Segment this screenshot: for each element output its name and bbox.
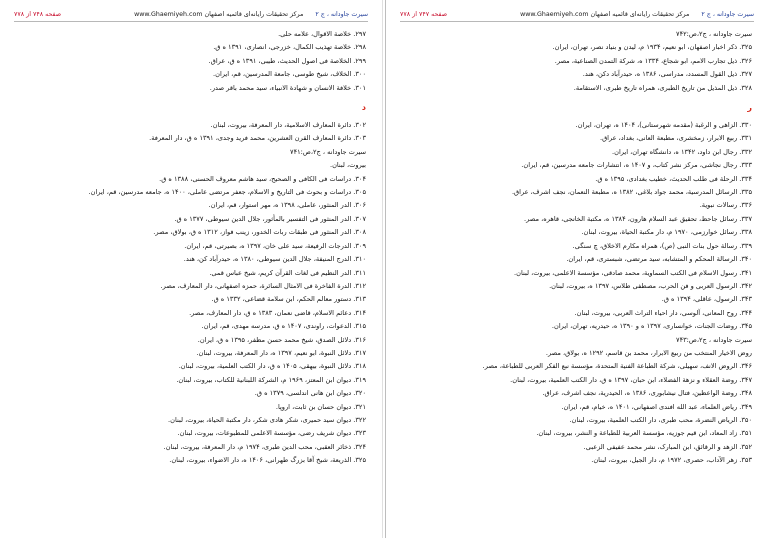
bibliography-entry: ۳۳۹. رسالة حول بنات النبی (ص)، همراه مکارم الاخلاق، چ سنگی.: [572, 241, 752, 250]
header-site: www.Ghaemiyeh.com: [520, 11, 589, 18]
left-page-header: [14, 9, 368, 22]
bibliography-entry: ۳۳۷. رسائل جاحظ، تحقیق عبد السلام هارون، ۱۳۸۴ ه، مکتبة الخانجی، قاهره، مصر.: [524, 214, 752, 223]
bibliography-entry: ۳۰۲. دائرة المعارف الاسلامیة، دار المعرفة، بیروت، لبنان.: [210, 121, 366, 130]
bibliography-entry: ۳۱۰. الدرج المنیفة، جلال الدین سیوطی، ۱۳۸۰ ه، حیدرآباد کن، هند.: [183, 255, 366, 264]
right-page: [385, 0, 768, 538]
bibliography-entry: ۳۲۸. ذیل المذیل من تاریخ الطبری، همراه تاریخ طبری، الاستقامة.: [573, 83, 752, 92]
bibliography-entry: سیرت جاودانه ، ج‏۲،ص:۷۴۱: [290, 147, 366, 156]
bibliography-entry: ۳۲۵. الذریعة، شیخ آقا بزرگ طهرانی، ۱۴۰۶ ه، دار الاضواء، بیروت، لبنان.: [169, 456, 366, 465]
bibliography-entry: ۳۳۳. رجال نجاشی، مرکز نشر کتاب، و ۱۴۰۷ ه، انتشارات جامعه مدرسین، قم، ایران.: [521, 161, 752, 170]
bibliography-entry: بیروت، لبنان.: [329, 161, 366, 170]
bibliography-entry: ۳۰۶. الدر المنثور، عاملی، ۱۳۹۸ ه، مهر استوار، قم، ایران.: [208, 201, 366, 210]
bibliography-entry: ۳۲۰. دیوان ابن هانی اندلسی، ۱۳۷۹ ه ق.: [254, 389, 366, 398]
bibliography-entry: سیرت جاودانه ، ج‏۲،ص:۷۴۳: [676, 335, 752, 344]
right-page-header: [400, 9, 754, 22]
bibliography-entry: ۳۴۱. رسول الاسلام فی الکتب السماویة، محمد صادقی، مؤسسة الاعلمی، بیروت، لبنان.: [514, 268, 752, 277]
bibliography-entry: ۳۲۵. ذکر اخبار اصفهان، ابو نعیم، ۱۹۳۴ م، لیدن و بنیاد نصر، تهران، ایران.: [552, 43, 752, 52]
bibliography-entry: ۳۰۹. الدرجات الرفیعة، سید علی خان، ۱۳۹۷ ه، بصیرتی، قم، ایران.: [184, 241, 366, 250]
bibliography-entry: ۳۵۱. زاد المعاد، ابن قیم جوزیه، مؤسسة العربیة للطباعة و النشر، بیروت، لبنان.: [536, 429, 752, 438]
bibliography-entry: ۳۰۵. دراسات و بحوث فی التاریخ و الاسلام، جعفر مرتضی عاملی، ۱۴۰۰ ه، جامعه مدرسین، قم، ایران.: [88, 188, 366, 197]
bibliography-entry: ۳۱۴. دعائم الاسلام، قاضی نعمان، ۱۳۸۳ ه ق، دار المعارف، مصر.: [189, 308, 366, 317]
bibliography-entry: ۳۴۶. الروض الانف، سهیلی، شرکة الطباعة الفنیة المتحدة، مؤسسة نبع الفکر العربی للطباعة، مصر.: [482, 362, 752, 371]
bibliography-entry: ۳۱۵. الدعوات، راوندی، ۱۴۰۷ ه ق، مدرسه مهدی، قم، ایران.: [201, 322, 366, 331]
bibliography-entry: ۳۴۵. روضات الجنات، خوانساری، ۱۳۹۷ ه و ۱۳۹۰ ه، حیدریه، تهران، ایران.: [551, 322, 752, 331]
bibliography-entry: ۳۰۸. الدر المنثور فی طبقات ربات الخدور، زینب فواز، ۱۳۱۲ ه ق، بولاق، مصر.: [153, 228, 366, 237]
header-center-text: مرکز تحقیقات رایانه‌ای قائمیه اصفهان: [204, 11, 304, 18]
bibliography-entry: ۳۵۲. الزهد و الرقائق، ابن المبارک، نشر محمد عفیفی الزعبی.: [583, 442, 752, 451]
header-site: www.Ghaemiyeh.com: [134, 11, 203, 18]
bibliography-entry: ۳۲۷. ذیل القول المسدد، مدراسی، ۱۳۸۶ ه، حیدرآباد دکن، هند.: [582, 70, 752, 79]
bibliography-entry: ۲۹۹. الخلاصة فی اصول الحدیث، طیبی، ۱۳۹۱ ه ق، عراق.: [208, 56, 366, 65]
bibliography-entry: ۳۴۲. الرسول العربی و فن الحرب، مصطفی طلاس، ۱۳۹۷ ه، بیروت، لبنان.: [549, 281, 752, 290]
bibliography-entry: ۳۴۴. روح المعانی، آلوسی، دار احیاء التراث العربی، بیروت، لبنان.: [574, 308, 752, 317]
bibliography-entry: ۳۵۳. زهر الآداب، حصری، ۱۹۷۲ م، دار الجیل، بیروت، لبنان.: [591, 456, 752, 465]
bibliography-entry: ۳۱۷. دلائل النبوة، ابو نعیم، ۱۳۹۷ ه، دار المعرفة، بیروت، لبنان.: [196, 348, 366, 357]
header-center-text: مرکز تحقیقات رایانه‌ای قائمیه اصفهان: [590, 11, 690, 18]
bibliography-entry: ۳۲۱. دیوان حسان بن ثابت، اروپا.: [275, 402, 366, 411]
bibliography-entry: ۳۲۳. دیوان شریف رضی، مؤسسة الاعلمی للمطبوعات، بیروت، لبنان.: [177, 429, 366, 438]
section-letter: ر: [747, 103, 752, 113]
bibliography-entry: ۳۳۱. ربیع الابرار، زمخشری، مطبعة العانی، بغداد، عراق.: [599, 134, 752, 143]
bibliography-entry: ۳۴۷. روضة العقلاء و نزهة الفضلاء، ابن حبان، ۱۳۹۷ ه ق، دار الکتب العلمیة، بیروت، لبنان.: [510, 375, 752, 384]
bibliography-entry: ۳۰۴. دراسات فی الکافی و الصحیح، سید هاشم معروف الحسنی، ۱۳۸۸ ه ق.: [159, 174, 366, 183]
header-page-number: صفحه ۷۴۷ از ۷۷۸: [400, 11, 448, 18]
bibliography-entry: ۳۰۳. دائرة المعارف القرن العشرین، محمد فرید وجدی، ۱۳۹۱ ه ق، دار المعرفة.: [149, 134, 366, 143]
bibliography-entry: ۳۳۴. الرحلة فی طلب الحدیث، خطیب بغدادی، ۱۳۹۵ ه ق.: [595, 174, 752, 183]
bibliography-entry: ۳۰۰. الخلاف، شیخ طوسی، جامعة المدرسین، قم، ایران.: [213, 70, 366, 79]
bibliography-entry: سیرت جاودانه ، ج‏۲،ص:۷۴۲: [676, 30, 752, 38]
header-center: [520, 9, 689, 21]
bibliography-entry: ۳۲۶. ذیل تجارب الامم، ابو شجاع، ۱۳۳۴ ه، شرکة التمدن الصناعیة، مصر.: [554, 56, 752, 65]
bibliography-entry: ۳۴۰. الرسالة المحکم و المتشابه، سید مرتضی، شبستری، قم، ایران.: [566, 255, 752, 264]
left-page-content: [18, 28, 366, 468]
bibliography-entry: ۳۱۳. دستور معالم الحکم، ابن سلامة قضاعی، ۱۳۳۲ ه ق.: [211, 295, 366, 304]
bibliography-entry: ۳۱۲. الدرة الفاخرة فی الامثال السائرة، حمزه اصفهانی، دار المعارف، مصر.: [160, 281, 366, 290]
bibliography-entry: ۳۳۸. رسائل خوارزمی، ۱۹۷۰ م، دار مکتبة الحیاة، بیروت، لبنان.: [581, 228, 752, 237]
bibliography-entry: ۳۳۰. الزاهی و الرغبة (مقدمه شهرستانی)، ۱۴۰۴ ه، تهران، ایران.: [575, 121, 752, 130]
header-title: سیرت جاودانه ، ج ‏۲: [701, 11, 754, 18]
bibliography-entry: ۳۴۸. روضة الواعظین، فتال نیشابوری، ۱۳۸۶ ه، الحیدریة، نجف اشرف، عراق.: [542, 389, 752, 398]
bibliography-entry: ۳۳۲. رجال ابن داود، ۱۳۴۲ ه، دانشگاه تهران، ایران.: [612, 147, 752, 156]
header-page-number: صفحه ۷۴۸ از ۷۷۸: [14, 11, 62, 18]
right-page-content: [404, 28, 752, 468]
bibliography-entry: ۳۳۶. رسالات نبویة.: [699, 201, 752, 210]
bibliography-entry: روض الاخیار المنتخب من ربیع الابرار، محمد بن قاسم، ۱۲۹۲ ه، بولاق، مصر.: [545, 348, 752, 357]
bibliography-entry: ۳۱۶. دلائل الصدق، شیخ محمد حسن مظفر، ۱۳۹۵ ه ق، ایران.: [197, 335, 366, 344]
bibliography-entry: ۳۵۰. الریاض النضرة، محب طبری، دار الکتب العلمیة، بیروت، لبنان.: [569, 415, 752, 424]
bibliography-entry: ۳۲۲. دیوان سید حمیری، شکر هادی شکر، دار مکتبة الحیاة، بیروت، لبنان.: [168, 415, 366, 424]
left-page: [0, 0, 383, 538]
header-title: سیرت جاودانه ، ج ‏۲: [315, 11, 368, 18]
bibliography-entry: ۳۰۱. خلافة الانسان و شهادة الانبیاء، سید محمد باقر صدر.: [209, 83, 366, 92]
header-center: [134, 9, 303, 21]
bibliography-entry: ۲۹۸. خلاصة تهذیب الکمال، خزرجی، انصاری، ۱۳۹۱ ه ق.: [213, 43, 366, 52]
section-letter: د: [361, 103, 366, 113]
bibliography-entry: ۳۲۴. ذخائر العقبی، محب الدین طبری، ۱۹۷۴ م، دار المعرفة، بیروت، لبنان.: [163, 442, 366, 451]
bibliography-entry: ۳۰۷. الدر المنثور فی التفسیر بالمأثور، جلال الدین سیوطی، ۱۳۷۷ ه ق.: [174, 214, 366, 223]
bibliography-entry: ۳۱۸. دلائل النبوة، بیهقی، ۱۴۰۵ ه ق، دار الکتب العلمیة، بیروت، لبنان.: [178, 362, 366, 371]
bibliography-entry: ۳۴۹. ریاض العلماء، عبد الله افندی اصفهانی، ۱۴۰۱ ه، خیام، قم، ایران.: [561, 402, 752, 411]
bibliography-entry: ۳۱۱. الدر النظیم فی لغات القرآن کریم، شیخ عباس قمی.: [209, 268, 366, 277]
bibliography-entry: ۳۴۳. الرسول، عاقلی، ۱۳۹۴ ه ق.: [661, 295, 752, 304]
bibliography-entry: ۲۹۷. خلاصة الاقوال، علامه حلی.: [278, 30, 366, 38]
bibliography-entry: ۳۳۵. الرسائل المدرسیة، محمد جواد بلاغی، ۱۳۸۲ ه، مطبعة النعمان، نجف اشرف، عراق.: [511, 188, 752, 197]
bibliography-entry: ۳۱۹. دیوان ابن المعتز، ۱۹۶۹ م، الشرکة اللبنانیة للکتاب، بیروت، لبنان.: [176, 375, 366, 384]
